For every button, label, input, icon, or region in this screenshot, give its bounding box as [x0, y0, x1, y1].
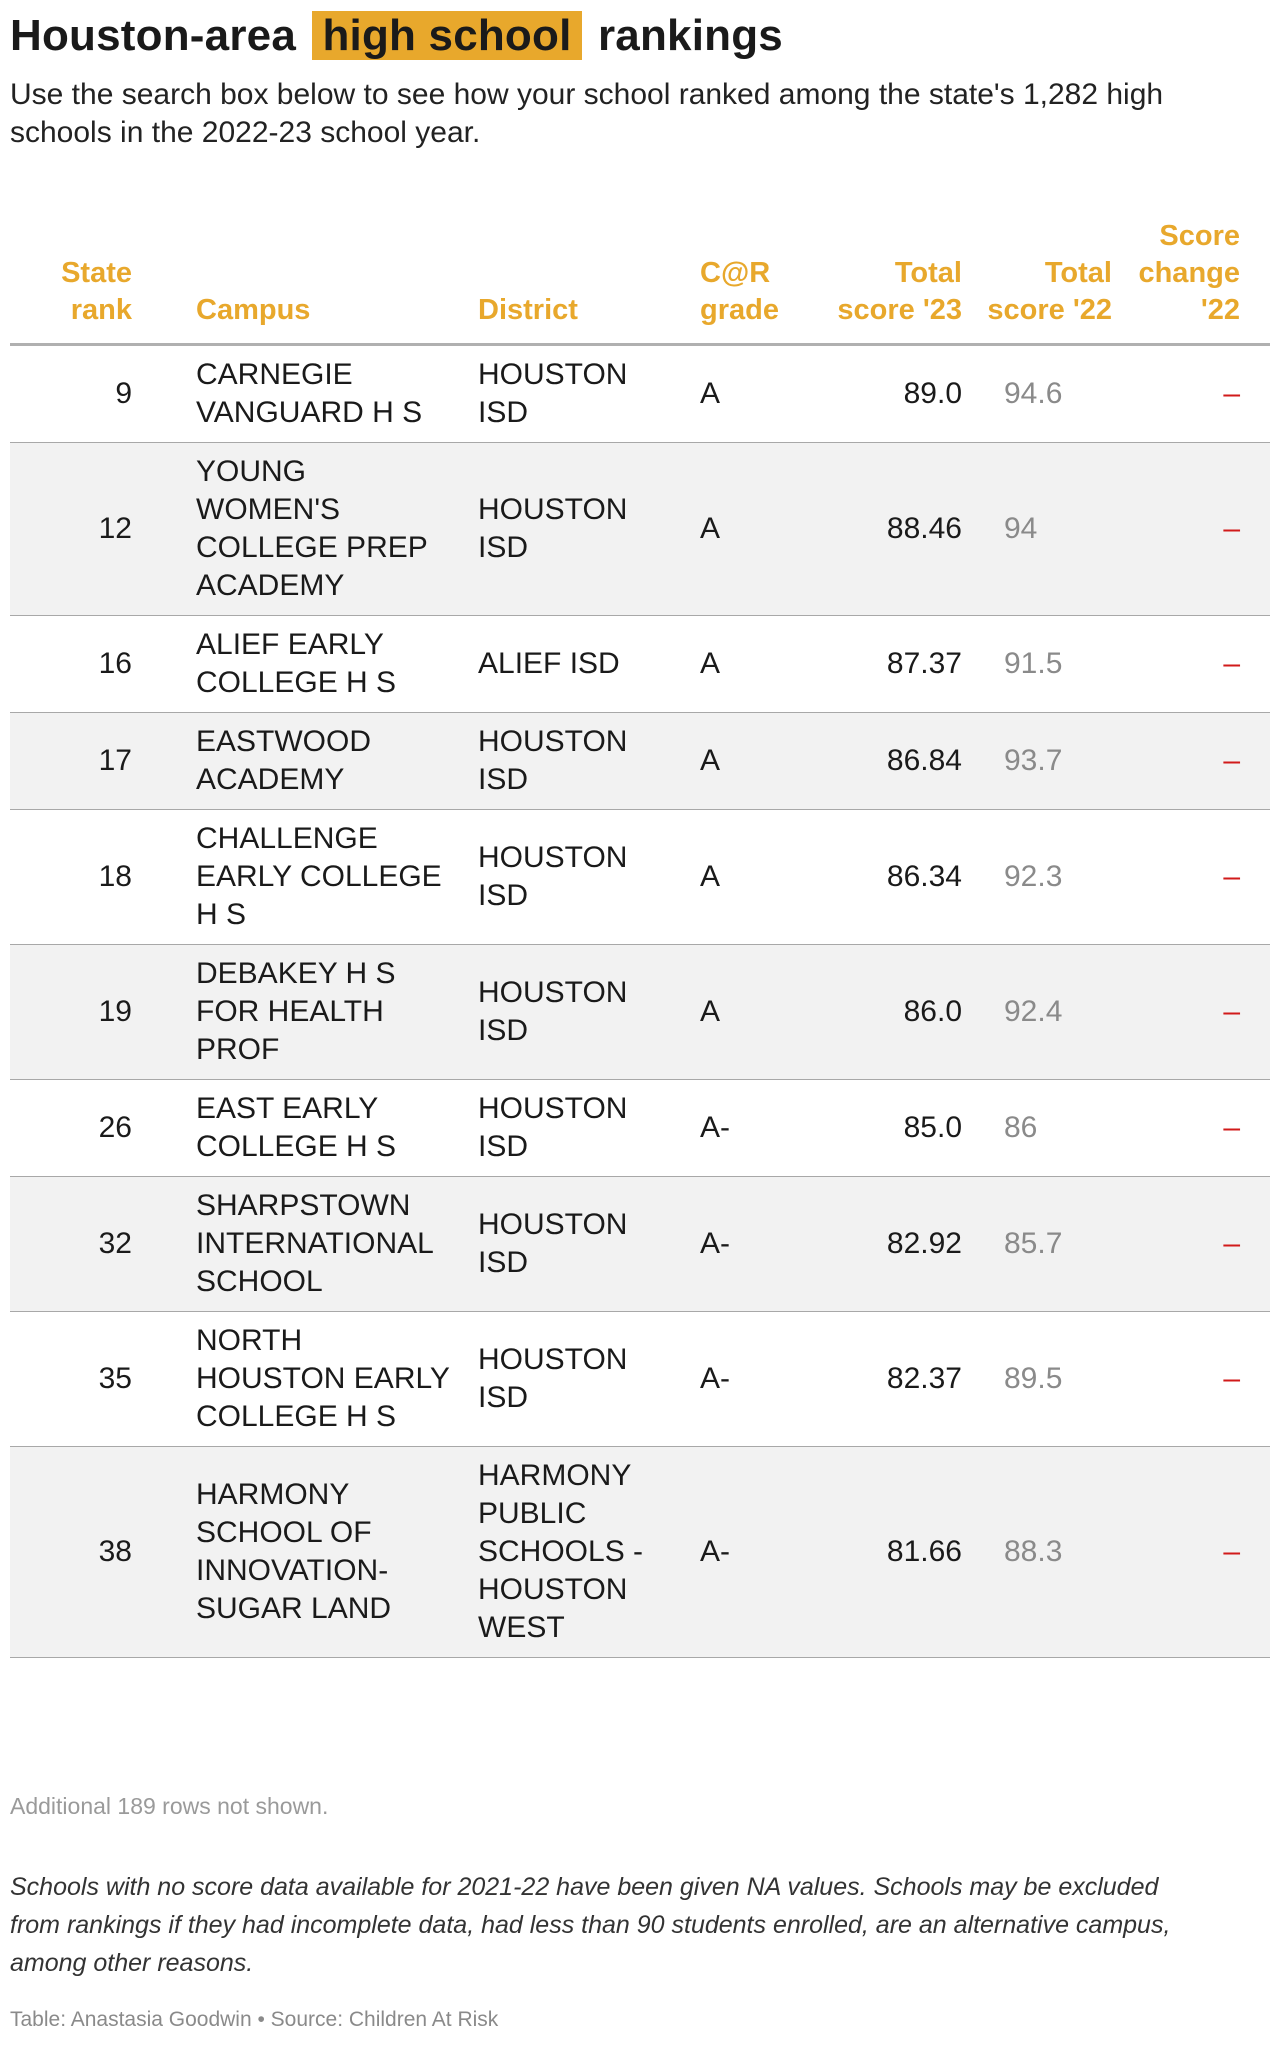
- table-row: [10, 1447, 1270, 1658]
- cell-score-22: 93.7: [984, 713, 1134, 810]
- title-highlight: high school: [312, 11, 581, 60]
- source-credit: Table: Anastasia Goodwin • Source: Children At Risk: [10, 2008, 499, 2031]
- column-header-district[interactable]: District: [458, 218, 676, 345]
- cell-rank: 19: [10, 945, 156, 1080]
- cell-score-23: 82.92: [836, 1177, 984, 1312]
- title-suffix: rankings: [597, 11, 783, 60]
- column-header-campus[interactable]: Campus: [156, 218, 458, 345]
- cell-score-change: –: [1134, 945, 1270, 1080]
- cell-grade: A: [676, 616, 836, 713]
- cell-score-22: 88.3: [984, 1447, 1134, 1658]
- cell-campus: HARMONY SCHOOL OF INNOVATION-SUGAR LAND: [156, 1447, 458, 1658]
- cell-score-22: 85.7: [984, 1177, 1134, 1312]
- cell-score-change: –: [1134, 810, 1270, 945]
- cell-score-change: –: [1134, 1177, 1270, 1312]
- cell-grade: A: [676, 713, 836, 810]
- rankings-table: [10, 218, 1270, 1658]
- cell-score-23: 88.46: [836, 443, 984, 616]
- cell-grade: A-: [676, 1447, 836, 1658]
- cell-grade: A: [676, 443, 836, 616]
- cell-campus: EAST EARLY COLLEGE H S: [156, 1080, 458, 1177]
- cell-campus: CHALLENGE EARLY COLLEGE H S: [156, 810, 458, 945]
- cell-grade: A: [676, 945, 836, 1080]
- table-row: [10, 345, 1270, 443]
- cell-rank: 26: [10, 1080, 156, 1177]
- cell-district: HOUSTON ISD: [458, 1177, 676, 1312]
- table-row: [10, 945, 1270, 1080]
- table-row: [10, 810, 1270, 945]
- cell-campus: SHARPSTOWN INTERNATIONAL SCHOOL: [156, 1177, 458, 1312]
- cell-rank: 17: [10, 713, 156, 810]
- cell-district: HOUSTON ISD: [458, 713, 676, 810]
- table-row: [10, 443, 1270, 616]
- cell-campus: ALIEF EARLY COLLEGE H S: [156, 616, 458, 713]
- cell-score-23: 87.37: [836, 616, 984, 713]
- rankings-table-container[interactable]: [10, 218, 1240, 1788]
- cell-rank: 16: [10, 616, 156, 713]
- cell-district: HOUSTON ISD: [458, 1080, 676, 1177]
- cell-score-22: 92.3: [984, 810, 1134, 945]
- cell-score-23: 89.0: [836, 345, 984, 443]
- table-row: [10, 616, 1270, 713]
- table-row: [10, 713, 1270, 810]
- column-header-score-change[interactable]: Score change '22: [1134, 218, 1270, 345]
- cell-score-change: –: [1134, 616, 1270, 713]
- table-row: [10, 1177, 1270, 1312]
- cell-score-22: 94.6: [984, 345, 1134, 443]
- cell-score-23: 81.66: [836, 1447, 984, 1658]
- cell-score-change: –: [1134, 713, 1270, 810]
- cell-district: HOUSTON ISD: [458, 443, 676, 616]
- cell-score-23: 86.84: [836, 713, 984, 810]
- table-row: [10, 1080, 1270, 1177]
- cell-district: HOUSTON ISD: [458, 945, 676, 1080]
- column-header-score-23[interactable]: Total score '23: [836, 218, 984, 345]
- cell-score-22: 91.5: [984, 616, 1134, 713]
- cell-campus: DEBAKEY H S FOR HEALTH PROF: [156, 945, 458, 1080]
- cell-campus: YOUNG WOMEN'S COLLEGE PREP ACADEMY: [156, 443, 458, 616]
- cell-district: HARMONY PUBLIC SCHOOLS - HOUSTON WEST: [458, 1447, 676, 1658]
- column-header-grade[interactable]: C@R grade: [676, 218, 836, 345]
- cell-rank: 35: [10, 1312, 156, 1447]
- cell-score-23: 82.37: [836, 1312, 984, 1447]
- cell-score-change: –: [1134, 1447, 1270, 1658]
- methodology-notes: Schools with no score data available for 2021-22 have been given NA values. Schools may be excluded from rankings if they had incomplete data, had less than 90 students enrolled, are an alternative campus, among other reasons.: [10, 1873, 1171, 1977]
- column-header-state-rank[interactable]: State rank: [10, 218, 156, 345]
- cell-district: HOUSTON ISD: [458, 345, 676, 443]
- cell-score-change: –: [1134, 1312, 1270, 1447]
- cell-score-23: 86.34: [836, 810, 984, 945]
- title-prefix: Houston-area: [10, 11, 296, 60]
- page-title: [10, 8, 783, 64]
- cell-score-22: 94: [984, 443, 1134, 616]
- cell-campus: CARNEGIE VANGUARD H S: [156, 345, 458, 443]
- cell-rank: 32: [10, 1177, 156, 1312]
- cell-rank: 18: [10, 810, 156, 945]
- cell-rank: 38: [10, 1447, 156, 1658]
- cell-campus: EASTWOOD ACADEMY: [156, 713, 458, 810]
- cell-score-change: –: [1134, 345, 1270, 443]
- cell-score-23: 85.0: [836, 1080, 984, 1177]
- cell-grade: A-: [676, 1312, 836, 1447]
- cell-grade: A-: [676, 1177, 836, 1312]
- cell-rank: 12: [10, 443, 156, 616]
- additional-rows-note: Additional 189 rows not shown.: [10, 1793, 329, 1819]
- table-header-row: [10, 218, 1270, 345]
- cell-district: HOUSTON ISD: [458, 810, 676, 945]
- column-header-score-22[interactable]: Total score '22: [984, 218, 1134, 345]
- cell-grade: A-: [676, 1080, 836, 1177]
- cell-rank: 9: [10, 345, 156, 443]
- cell-score-23: 86.0: [836, 945, 984, 1080]
- cell-campus: NORTH HOUSTON EARLY COLLEGE H S: [156, 1312, 458, 1447]
- cell-district: ALIEF ISD: [458, 616, 676, 713]
- cell-score-22: 86: [984, 1080, 1134, 1177]
- cell-grade: A: [676, 810, 836, 945]
- cell-score-22: 92.4: [984, 945, 1134, 1080]
- cell-score-22: 89.5: [984, 1312, 1134, 1447]
- table-row: [10, 1312, 1270, 1447]
- cell-score-change: –: [1134, 443, 1270, 616]
- subtitle: Use the search box below to see how your school ranked among the state's 1,282 high schools in the 2022-23 school year.: [10, 78, 1164, 149]
- cell-score-change: –: [1134, 1080, 1270, 1177]
- cell-district: HOUSTON ISD: [458, 1312, 676, 1447]
- cell-grade: A: [676, 345, 836, 443]
